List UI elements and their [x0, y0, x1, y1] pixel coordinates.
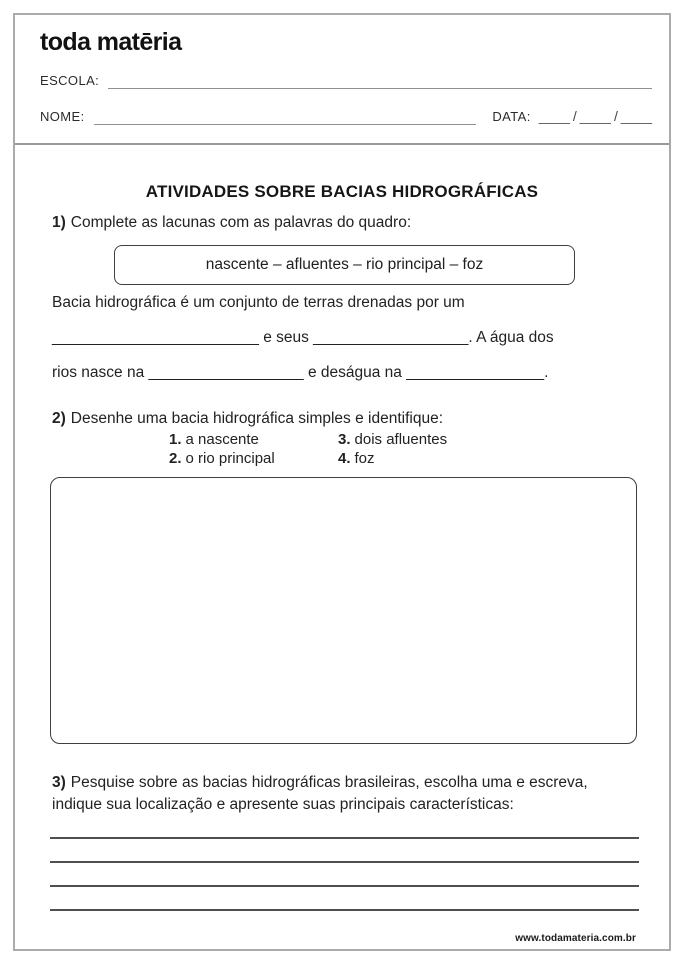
list-item-text: dois afluentes: [354, 431, 448, 448]
question-2-prompt: [52, 410, 642, 428]
escola-line: [108, 75, 652, 89]
fill-in-line-3: rios nasce na __________________ e deságua na ________________.: [52, 364, 549, 381]
data-label: DATA:: [492, 109, 531, 124]
toda-materia-logo: toda matēria: [40, 28, 182, 56]
question-1-text: Complete as lacunas com as palavras do quadro:: [70, 214, 412, 231]
date-separator: /: [572, 108, 577, 124]
list-item-text: foz: [354, 450, 375, 467]
nome-label: NOME:: [40, 109, 85, 124]
answer-line: [50, 861, 639, 863]
footer-url: www.todamateria.com.br: [515, 933, 636, 944]
date-year-blank: ____: [620, 108, 652, 124]
nome-line: [94, 111, 477, 125]
question-3-line-2: indique sua localização e apresente suas principais características:: [52, 796, 514, 813]
drawing-box: [50, 477, 637, 744]
list-item: [169, 430, 275, 449]
nome-field: [40, 108, 652, 125]
list-item-number: 2.: [169, 450, 182, 467]
worksheet-page: [13, 13, 671, 951]
answer-line: [50, 837, 639, 839]
date-blanks: [539, 108, 652, 125]
list-item-text: o rio principal: [185, 450, 275, 467]
list-item: [169, 449, 275, 468]
question-1-number: 1): [52, 214, 66, 231]
date-month-blank: ____: [579, 108, 611, 124]
list-item-text: a nascente: [185, 431, 259, 448]
answer-line: [50, 909, 639, 911]
question-3-prompt: [52, 772, 644, 816]
list-column-left: [169, 430, 275, 468]
list-item: [338, 449, 447, 468]
list-item-number: 4.: [338, 450, 351, 467]
worksheet-header: [15, 15, 669, 145]
escola-field: [40, 73, 652, 89]
question-2-text: Desenhe uma bacia hidrográfica simples e identifique:: [70, 410, 444, 427]
question-2-number: 2): [52, 410, 66, 427]
fill-in-paragraph: [52, 285, 642, 390]
fill-in-line-2: ________________________ e seus __________________. A água dos: [52, 329, 554, 346]
worksheet-title: ATIVIDADES SOBRE BACIAS HIDROGRÁFICAS: [145, 182, 539, 201]
question-1-prompt: [52, 214, 642, 232]
list-item: [338, 430, 447, 449]
answer-line: [50, 885, 639, 887]
word-bank-box: [114, 245, 575, 285]
list-column-right: [338, 430, 447, 468]
question-3-number: 3): [52, 774, 66, 791]
list-item-number: 1.: [169, 431, 182, 448]
date-day-blank: ____: [538, 108, 570, 124]
question-3-text: Pesquise sobre as bacias hidrográficas brasileiras, escolha uma e escreva,: [70, 774, 588, 791]
question-3-line-1: [52, 772, 644, 794]
date-separator: /: [613, 108, 618, 124]
escola-label: ESCOLA:: [40, 73, 100, 88]
fill-in-line-1: Bacia hidrográfica é um conjunto de terras drenadas por um: [52, 294, 465, 311]
list-item-number: 3.: [338, 431, 351, 448]
word-bank-text: nascente – afluentes – rio principal – foz: [205, 256, 484, 273]
